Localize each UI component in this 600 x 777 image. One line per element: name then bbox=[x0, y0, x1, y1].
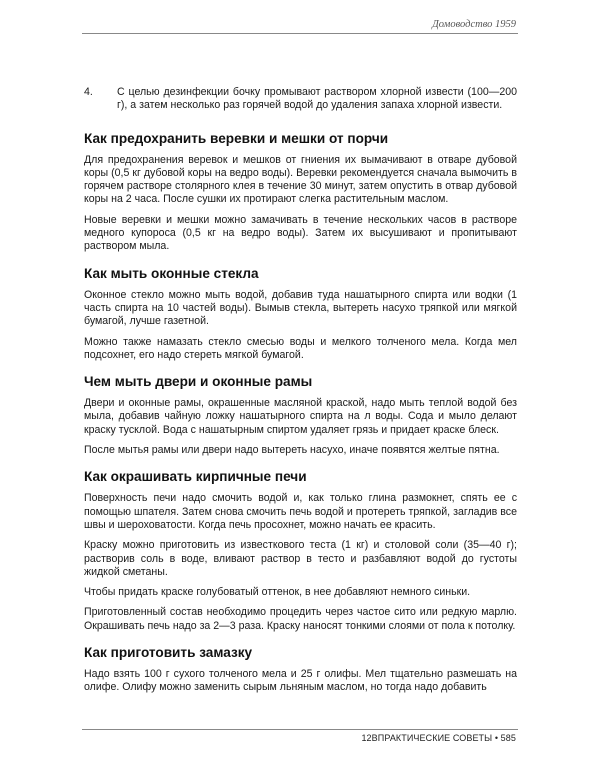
paragraph: Двери и оконные рамы, окрашенные масляной краской, надо мыть теплой водой без мыла, добавив чайную ложку нашатырного спирта на л воды. Сода и мыло делают краску тусклой. Вода с нашатырным спиртом удаляет грязь и придает краске блеск. bbox=[84, 397, 517, 436]
paragraph: Для предохранения веревок и мешков от гниения их вымачивают в отваре дубовой коры (0,5 кг дубовой коры на ведро воды). Веревки рекомендуется сначала вымочить в горячем растворе столярного клея в течение 30 минут, затем опустить в отвар дубовой коры на 2 часа. После сушки их протирают слегка растительным маслом. bbox=[84, 153, 517, 206]
footer-divider bbox=[82, 729, 518, 730]
paragraph: Приготовленный состав необходимо процедить через частое сито или редкую марлю. Окрашивать печь надо за 2—3 раза. Краску наносят тонкими слоями от пола к потолку. bbox=[84, 606, 517, 632]
paragraph: Чтобы придать краске голубоватый оттенок, в нее добавляют немного синьки. bbox=[84, 586, 471, 599]
section-title: Чем мыть двери и оконные рамы bbox=[84, 374, 313, 390]
section-title: Как окрашивать кирпичные печи bbox=[84, 469, 307, 485]
list-item bbox=[84, 86, 517, 113]
section-doors bbox=[84, 374, 517, 457]
paragraph: Оконное стекло можно мыть водой, добавив туда нашатырного спирта или водки (1 часть спирта на 10 частей воды). Вымыв стекла, вытереть насухо тряпкой или мягкой бумагой, лучше газетной. bbox=[84, 288, 517, 328]
section-title: Как мыть оконные стекла bbox=[84, 265, 259, 281]
section-title: Как приготовить замазку bbox=[84, 645, 253, 661]
section-ropes bbox=[84, 131, 517, 254]
page-header bbox=[0, 0, 600, 38]
section-title: Как предохранить веревки и мешки от порчи bbox=[84, 130, 389, 146]
header-title: Домоводство 1959 bbox=[432, 19, 516, 30]
section-stoves bbox=[84, 469, 517, 633]
list-text: С целью дезинфекции бочку промывают раствором хлорной извести (100—200 г), а затем несколько раз горячей водой до удаления запаха хлорной извести. bbox=[117, 86, 517, 112]
header-divider bbox=[82, 33, 518, 34]
page-footer: 12ВПРАКТИЧЕСКИЕ СОВЕТЫ • 585 bbox=[361, 733, 516, 743]
list-number: 4. bbox=[84, 86, 93, 98]
paragraph: После мытья рамы или двери надо вытереть насухо, иначе появятся желтые пятна. bbox=[84, 444, 500, 457]
section-windows bbox=[84, 266, 517, 362]
paragraph: Новые веревки и мешки можно замачивать в течение нескольких часов в растворе медного купороса (0,5 кг на ведро воды). Затем их высушивают и пропитывают раствором мыла. bbox=[84, 213, 517, 253]
paragraph: Краску можно приготовить из известкового теста (1 кг) и столовой соли (35—40 г); растворив соль в воде, вливают раствор в тесто и разбавляют водой до густоты жидкой сметаны. bbox=[84, 539, 517, 578]
page-content bbox=[84, 86, 517, 707]
paragraph: Поверхность печи надо смочить водой и, как только глина размокнет, спять ее с помощью шпателя. Затем снова смочить печь водой и протереть тряпкой, загладив все швы и шероховатости. Когда печь просохнет, можно начать ее красить. bbox=[84, 492, 517, 531]
section-putty bbox=[84, 645, 517, 695]
paragraph: Надо взять 100 г сухого толченого мела и 25 г олифы. Мел тщательно размешать на олифе. Олифу можно заменить сырым льняным маслом, но тогда надо добавить bbox=[84, 668, 517, 694]
paragraph: Можно также намазать стекло смесью воды и мелкого толченого мела. Когда мел подсохнет, его надо стереть мягкой бумагой. bbox=[84, 335, 517, 361]
